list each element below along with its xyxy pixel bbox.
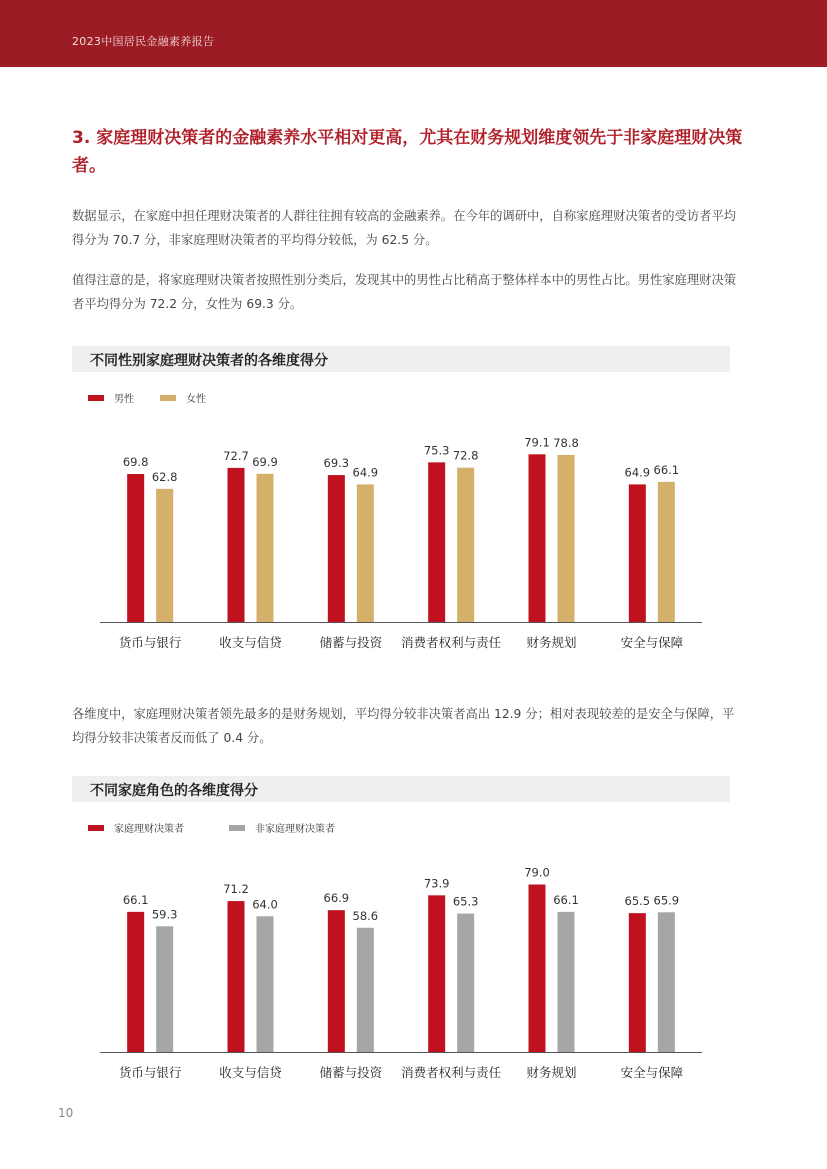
data-label: 78.8 <box>553 435 579 450</box>
bar <box>658 912 675 1052</box>
category-label: 财务规划 <box>526 635 577 650</box>
data-label: 69.8 <box>122 455 149 470</box>
chart1-title-bar <box>72 346 730 372</box>
bar <box>629 913 646 1052</box>
category-label: 收支与信贷 <box>219 1065 282 1080</box>
data-label: 62.8 <box>151 469 178 484</box>
chart1-plot <box>72 410 732 670</box>
category-label: 储蓄与投资 <box>319 635 383 650</box>
legend-label: 家庭理财决策者 <box>114 824 184 835</box>
category-label: 消费者权利与责任 <box>401 635 502 650</box>
chart2-plot <box>72 840 732 1100</box>
bar <box>257 916 274 1052</box>
bar <box>629 484 646 622</box>
chart1-title: 不同性别家庭理财决策者的各维度得分 <box>90 353 328 369</box>
bar <box>328 475 345 622</box>
legend-label: 非家庭理财决策者 <box>255 824 335 835</box>
chart2-legend <box>88 822 488 836</box>
data-label: 66.1 <box>653 462 680 477</box>
legend-swatch <box>160 395 176 401</box>
bar <box>529 885 546 1052</box>
page-number: 10 <box>58 1106 74 1120</box>
data-label: 64.9 <box>352 465 379 480</box>
bar <box>428 895 445 1052</box>
bar <box>658 482 675 622</box>
category-label: 货币与银行 <box>118 1065 182 1080</box>
data-label: 66.9 <box>323 891 350 906</box>
data-label: 58.6 <box>352 908 379 923</box>
category-label: 货币与银行 <box>118 635 182 650</box>
data-label: 66.1 <box>122 892 149 907</box>
legend-swatch <box>229 825 245 831</box>
bar <box>529 454 546 622</box>
paragraph-2: 值得注意的是，将家庭理财决策者按照性别分类后，发现其中的男性占比稍高于整体样本中的男性占比。男性家庭理财决策者平均得分为 72.2 分，女性为 69.3 分。 <box>72 273 737 311</box>
bar <box>357 484 374 622</box>
data-label: 64.0 <box>252 897 278 912</box>
category-label: 财务规划 <box>526 1065 577 1080</box>
category-label: 储蓄与投资 <box>319 1065 383 1080</box>
report-title: 2023中国居民金融素养报告 <box>72 35 215 48</box>
bar <box>127 474 144 622</box>
data-label: 64.9 <box>624 465 651 480</box>
data-label: 79.1 <box>524 435 550 450</box>
data-label: 59.3 <box>151 907 178 922</box>
data-label: 72.8 <box>452 448 479 463</box>
legend-label: 男性 <box>114 394 134 405</box>
bar <box>156 926 173 1052</box>
data-label: 72.7 <box>223 448 249 463</box>
bar <box>127 912 144 1052</box>
bar <box>257 474 274 622</box>
category-label: 安全与保障 <box>620 635 684 650</box>
category-label: 安全与保障 <box>620 1065 684 1080</box>
legend-swatch <box>88 395 104 401</box>
data-label: 66.1 <box>553 892 579 907</box>
bar <box>457 914 474 1052</box>
header-bar <box>0 0 827 67</box>
legend-label: 女性 <box>186 394 206 405</box>
bar <box>328 910 345 1052</box>
bar <box>357 928 374 1052</box>
chart1-legend <box>88 392 388 406</box>
data-label: 65.9 <box>653 893 680 908</box>
data-label: 73.9 <box>423 876 450 891</box>
data-label: 75.3 <box>423 443 450 458</box>
paragraph-3: 各维度中，家庭理财决策者领先最多的是财务规划，平均得分较非决策者高出 12.9 分；相对表现较差的是安全与保障，平均得分较非决策者反而低了 0.4 分。 <box>72 707 735 745</box>
data-label: 69.9 <box>252 454 278 469</box>
category-label: 收支与信贷 <box>219 635 282 650</box>
data-label: 69.3 <box>323 456 350 471</box>
paragraph-1: 数据显示，在家庭中担任理财决策者的人群往往拥有较高的金融素养。在今年的调研中，自称家庭理财决策者的受访者平均得分为 70.7 分，非家庭理财决策者的平均得分较低，为 62.5 分。 <box>72 209 737 247</box>
bar <box>228 468 245 622</box>
chart2-title: 不同家庭角色的各维度得分 <box>90 783 258 799</box>
category-label: 消费者权利与责任 <box>401 1065 502 1080</box>
legend-swatch <box>88 825 104 831</box>
chart2-title-bar <box>72 776 730 802</box>
bar <box>558 455 575 622</box>
bar <box>228 901 245 1052</box>
bar <box>428 462 445 622</box>
data-label: 65.3 <box>452 894 479 909</box>
bar <box>558 912 575 1052</box>
data-label: 65.5 <box>624 894 651 909</box>
section-heading: 3. 家庭理财决策者的金融素养水平相对更高，尤其在财务规划维度领先于非家庭理财决策者。 <box>72 128 743 176</box>
data-label: 79.0 <box>524 865 550 880</box>
bar <box>156 489 173 622</box>
data-label: 71.2 <box>223 882 249 897</box>
bar <box>457 468 474 622</box>
